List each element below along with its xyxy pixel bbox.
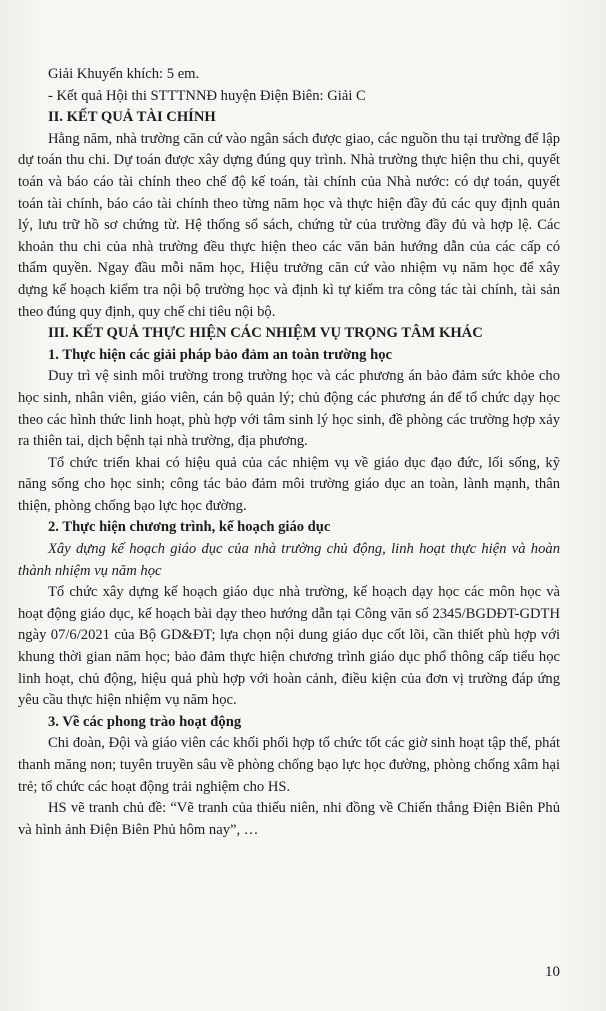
finance-paragraph: Hằng năm, nhà trường căn cứ vào ngân sách được giao, các nguồn thu tại trường để lập dự toán thu chi. Dự toán được xây dựng đúng quy trình. Nhà trường thực hiện thu chi, quyết toán và báo cáo tài chính theo chế độ kế toán, tài chính của Nhà nước: có dự toán, quyết toán tài chính, báo cáo tài chính theo từng năm học và thực hiện đầy đủ các quy định quản lý, lưu trữ hồ sơ chứng từ. Hệ thống sổ sách, chứng từ của trường đầy đủ và hợp lệ. Các khoản thu chi của nhà trường đều thực hiện theo các văn bản hướng dẫn của các cấp có thẩm quyền. Ngay đầu mỗi năm học, Hiệu trưởng căn cứ vào nhiệm vụ năm học để xây dựng kế hoạch kiểm tra nội bộ trường học và định kì tự kiểm tra công tác tài chính, tài sản theo đúng quy định, quy chế chi tiêu nội bộ. bbox=[18, 130, 560, 320]
activities-paragraph-2: HS vẽ tranh chủ đề: “Vẽ tranh của thiếu niên, nhi đồng về Chiến thắng Điện Biên Phủ và hình ảnh Điện Biên Phủ hôm nay”, … bbox=[18, 800, 560, 838]
subheading-school-safety: 1. Thực hiện các giải pháp bảo đảm an toàn trường học bbox=[48, 346, 393, 363]
subheading-education-plan: 2. Thực hiện chương trình, kế hoạch giáo dục bbox=[48, 519, 331, 536]
subheading-activities: 3. Về các phong trào hoạt động bbox=[48, 713, 242, 730]
education-plan-paragraph: Tổ chức xây dựng kế hoạch giáo dục nhà trường, kế hoạch dạy học các môn học và hoạt động giáo dục, kế hoạch bài dạy theo hướng dẫn tại Công văn số 2345/BGDĐT-GDTH ngày 07/6/2021 của Bộ GD&ĐT; lựa chọn nội dung giáo dục cốt lõi, cần thiết phù hợp với khung thời gian năm học; bảo đảm thực hiện chương trình giáo dục phổ thông cấp tiểu học linh hoạt, chủ động, hiệu quả phù hợp với hoàn cảnh, điều kiện của đơn vị trường đáp ứng yêu cầu thực hiện nhiệm vụ năm học. bbox=[18, 584, 560, 709]
activities-paragraph-1: Chi đoàn, Đội và giáo viên các khối phối hợp tổ chức tốt các giờ sinh hoạt tập thể, phát thanh măng non; tuyên truyền sâu về phòng chống bạo lực học đường, phòng chống xâm hại trẻ; tổ chức các hoạt động trải nghiệm cho HS. bbox=[18, 735, 560, 795]
safety-paragraph-1: Duy trì vệ sinh môi trường trong trường học và các phương án bảo đảm sức khỏe cho học sinh, nhân viên, giáo viên, cán bộ quản lý; chủ động các phương án để tổ chức dạy học theo các hình thức linh hoạt, phù hợp với tâm sinh lý học sinh, đề phòng các trường hợp xảy ra thiên tai, dịch bệnh tại nhà trường, địa phương. bbox=[18, 368, 560, 450]
page-number: 10 bbox=[545, 964, 560, 980]
safety-paragraph-2: Tổ chức triển khai có hiệu quả của các nhiệm vụ về giáo dục đạo đức, lối sống, kỹ năng sống cho học sinh; công tác bảo đảm môi trường giáo dục an toàn, lành mạnh, thân thiện, phòng chống bạo lực học đường. bbox=[18, 454, 560, 514]
contest-result-line: - Kết quả Hội thi STTTNNĐ huyện Điện Biên: Giải C bbox=[48, 87, 366, 104]
education-plan-italic: Xây dựng kế hoạch giáo dục của nhà trường chủ động, linh hoạt thực hiện và hoàn thành nhiệm vụ năm học bbox=[18, 541, 560, 579]
section-heading-other-tasks: III. KẾT QUẢ THỰC HIỆN CÁC NHIỆM VỤ TRỌNG TÂM KHÁC bbox=[48, 325, 483, 342]
document-body bbox=[18, 64, 560, 841]
award-line: Giải Khuyến khích: 5 em. bbox=[48, 66, 200, 82]
section-heading-finance: II. KẾT QUẢ TÀI CHÍNH bbox=[48, 109, 216, 126]
